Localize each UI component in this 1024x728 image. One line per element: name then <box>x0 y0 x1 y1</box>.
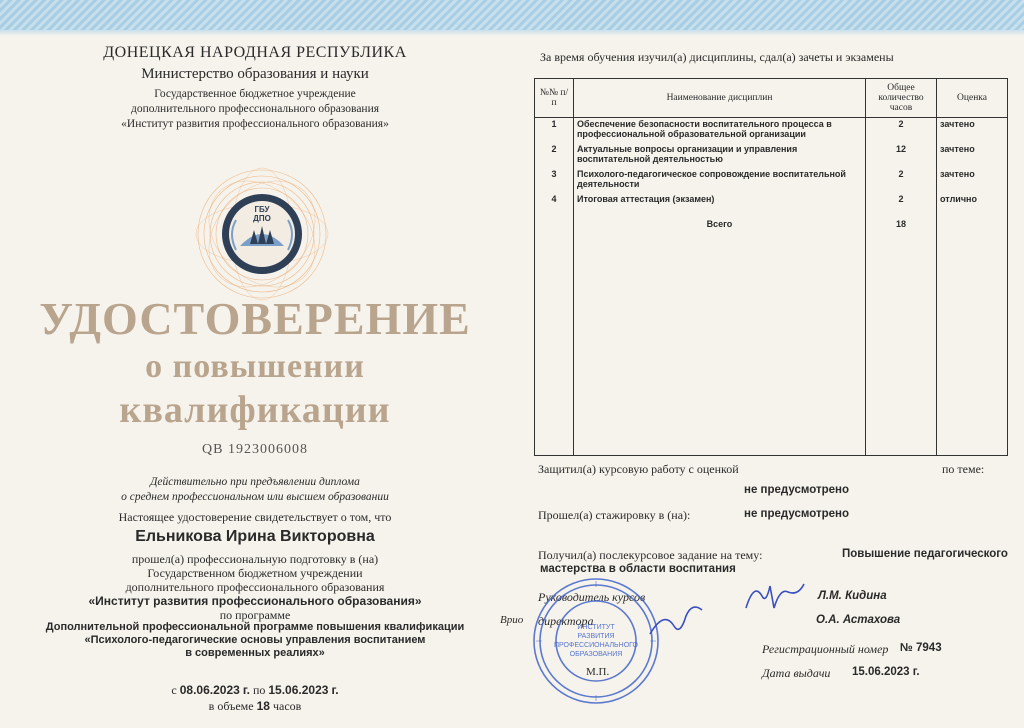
total-empty <box>535 218 574 243</box>
program-line-3: в современных реалиях» <box>185 647 325 659</box>
period-year-suffix-2: г. <box>331 683 339 697</box>
row-grade: отлично <box>937 193 1008 218</box>
internship-label: Прошел(а) стажировку в (на): <box>538 508 691 522</box>
seal-text-3: ПРОФЕССИОНАЛЬНОГО <box>554 642 638 649</box>
issue-date-year-suffix: г. <box>912 666 920 678</box>
internship-value: не предусмотрено <box>744 508 849 520</box>
table-row <box>535 118 1008 144</box>
org-line-3: «Институт развития профессионального образования» <box>121 118 389 130</box>
table-row <box>535 193 1008 218</box>
program-line-1: Дополнительной профессиональной программе повышения квалификации <box>45 621 465 633</box>
left-page <box>0 36 510 728</box>
volume-hours: 18 <box>256 699 270 713</box>
validity-line-1: Действительно при предъявлении диплома <box>150 476 360 488</box>
seal-label: М.П. <box>586 666 610 678</box>
course-head-signature-icon <box>740 578 810 618</box>
total-label: Всего <box>574 218 866 243</box>
seal-text-4: ОБРАЗОВАНИЯ <box>569 651 623 658</box>
emblem-text-bottom: ИРПО <box>250 255 274 264</box>
period-to-label: по <box>252 683 266 697</box>
seal-text-1: ИНСТИТУТ <box>577 624 615 631</box>
document-title: УДОСТОВЕРЕНИЕ <box>39 293 471 344</box>
seal-text-2: РАЗВИТИЯ <box>577 633 615 640</box>
total-hours: 18 <box>866 218 937 243</box>
blank-cell <box>535 243 574 456</box>
total-grade-empty <box>937 218 1008 243</box>
volume-label: в объеме <box>208 699 254 713</box>
program-line-2: «Психолого-педагогические основы управления воспитанием <box>84 634 426 646</box>
assignment-label: Получил(а) послекурсовое задание на тему: <box>538 548 763 562</box>
republic-name: ДОНЕЦКАЯ НАРОДНАЯ РЕСПУБЛИКА <box>103 44 407 61</box>
blank-cell <box>866 243 937 456</box>
coursework-topic-label: по теме: <box>942 462 985 476</box>
row-hours: 12 <box>866 143 937 168</box>
column-header-name: Наименование дисциплин <box>574 79 866 118</box>
document-subtitle-1: о повышении <box>145 348 365 385</box>
top-decorative-band <box>0 0 1024 34</box>
official-seal-icon <box>530 575 662 707</box>
serial-number: QB 1923006008 <box>202 442 308 457</box>
row-hours: 2 <box>866 118 937 144</box>
period-from: 08.06.2023 <box>179 683 240 697</box>
training-line-2: Государственном бюджетном учреждении <box>147 566 363 580</box>
recipient-name: Ельникова Ирина Викторовна <box>135 528 375 545</box>
table-row <box>535 168 1008 193</box>
emblem-text-mid: ДПО <box>253 214 271 223</box>
row-discipline-name: Психолого-педагогическое сопровождение воспитательной деятельности <box>574 168 866 193</box>
org-line-2: дополнительного профессионального образования <box>130 103 380 115</box>
table-row <box>535 143 1008 168</box>
period-from-label: с <box>171 683 177 697</box>
training-line-3: дополнительного профессионального образования <box>125 580 385 594</box>
table-row-total <box>535 218 1008 243</box>
column-header-grade: Оценка <box>937 79 1008 118</box>
director-signature-icon <box>646 600 706 640</box>
training-institute: «Институт развития профессионального образования» <box>88 594 422 608</box>
row-number: 1 <box>535 118 574 144</box>
course-head-name: Л.М. Кидина <box>818 590 887 602</box>
training-volume <box>0 699 510 714</box>
registration-label: Регистрационный номер <box>762 642 889 656</box>
director-label: директора <box>538 614 594 628</box>
volume-unit: часов <box>272 699 302 713</box>
by-program-label: по программе <box>219 608 291 622</box>
row-grade: зачтено <box>937 143 1008 168</box>
emblem-text-top: ГБУ <box>254 205 270 214</box>
row-discipline-name: Обеспечение безопасности воспитательного процесса в профессиональной образовательной организации <box>574 118 866 144</box>
row-grade: зачтено <box>937 118 1008 144</box>
period-year-suffix-1: г. <box>242 683 250 697</box>
row-number: 2 <box>535 143 574 168</box>
column-header-hours: Общее количество часов <box>866 79 937 118</box>
issue-date-value: 15.06.2023 <box>852 666 910 678</box>
assignment-value-1: Повышение педагогического <box>842 548 1008 560</box>
training-period <box>0 683 510 698</box>
row-number: 3 <box>535 168 574 193</box>
table-blank-area <box>535 243 1008 456</box>
registration-number: № 7943 <box>900 642 942 654</box>
coursework-label: Защитил(а) курсовую работу с оценкой <box>538 462 739 476</box>
assignment-value-2: мастерства в области воспитания <box>540 563 736 575</box>
row-discipline-name: Актуальные вопросы организации и управления воспитательной деятельностью <box>574 143 866 168</box>
blank-cell <box>574 243 866 456</box>
disciplines-table <box>534 78 1008 456</box>
issue-date <box>852 666 920 678</box>
coursework-value: не предусмотрено <box>744 484 849 496</box>
institute-emblem-icon <box>192 164 332 304</box>
row-hours: 2 <box>866 193 937 218</box>
training-line-1: прошел(а) профессиональную подготовку в (на) <box>131 552 379 566</box>
row-hours: 2 <box>866 168 937 193</box>
issue-date-label: Дата выдачи <box>762 666 831 680</box>
document-subtitle-2: квалификации <box>119 389 391 431</box>
column-header-number: №№ п/п <box>535 79 574 118</box>
row-discipline-name: Итоговая аттестация (экзамен) <box>574 193 866 218</box>
director-name: О.А. Астахова <box>816 614 901 626</box>
row-number: 4 <box>535 193 574 218</box>
ministry-name: Министерство образования и науки <box>141 66 369 82</box>
period-to: 15.06.2023 <box>268 683 329 697</box>
blank-cell <box>937 243 1008 456</box>
org-line-1: Государственное бюджетное учреждение <box>154 88 356 100</box>
disciplines-heading: За время обучения изучил(а) дисциплины, сдал(а) зачеты и экзамены <box>540 50 894 64</box>
certifies-text: Настоящее удостоверение свидетельствует о том, что <box>118 510 392 524</box>
row-grade: зачтено <box>937 168 1008 193</box>
course-head-label: Руководитель курсов <box>538 590 646 604</box>
director-prefix: Врио <box>500 614 524 626</box>
disciplines-body <box>535 118 1008 456</box>
validity-line-2: о среднем профессиональном или высшем образовании <box>121 491 389 503</box>
